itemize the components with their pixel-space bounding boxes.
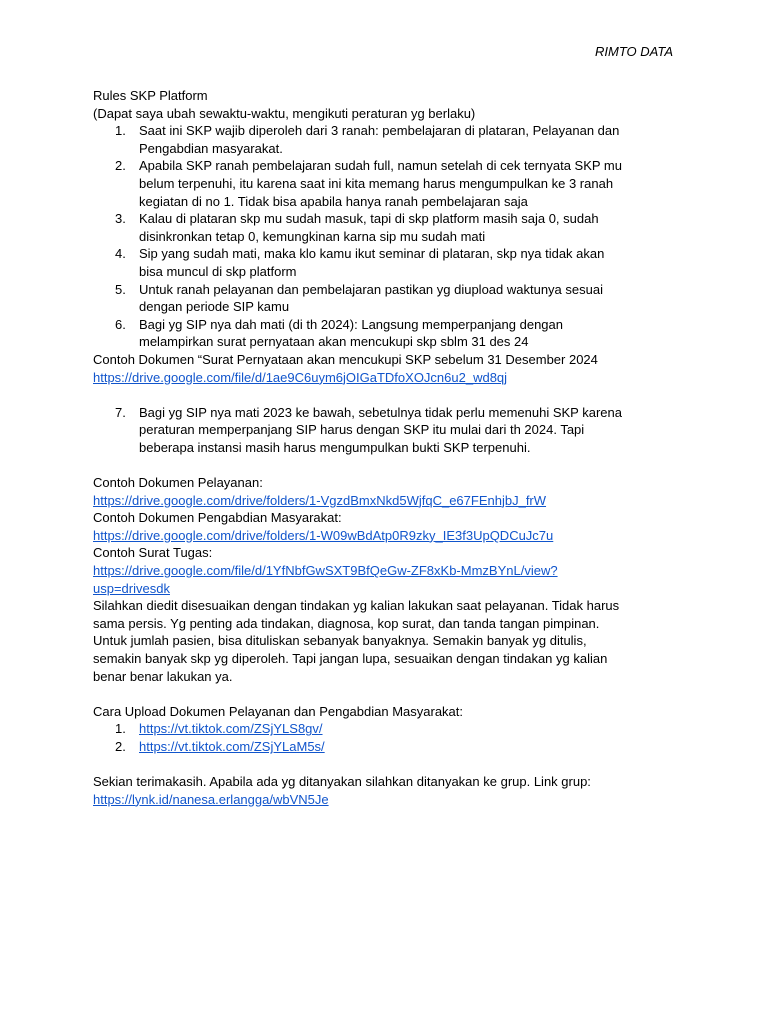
upload-list <box>93 720 683 755</box>
pengabdian-label: Contoh Dokumen Pengabdian Masyarakat: <box>93 510 342 526</box>
rule-number: 3. <box>115 211 126 227</box>
surat-tugas-label: Contoh Surat Tugas: <box>93 545 213 561</box>
upload-number: 2. <box>115 738 126 754</box>
rule-line: melampirkan surat pernyataan akan mencukupi skp sblm 31 des 24 <box>139 334 529 350</box>
pengabdian-link[interactable]: https://drive.google.com/drive/folders/1-W09wBdAtp0R9zky_IE3f3UpQDCuJc7u <box>93 527 554 543</box>
document-title: Rules SKP Platform <box>93 88 208 103</box>
rule-item <box>93 316 683 351</box>
spacer <box>93 386 683 404</box>
rule7-list <box>93 404 683 457</box>
rule-line: beberapa instansi masih harus mengumpulkan bukti SKP terpenuhi. <box>139 439 531 455</box>
contoh-surat-label: Contoh Dokumen “Surat Pernyataan akan mencukupi SKP sebelum 31 Desember 2024 <box>93 351 598 367</box>
rule-item <box>93 210 683 245</box>
paragraph-line: benar benar lakukan ya. <box>93 668 233 684</box>
rule-number: 4. <box>115 246 126 262</box>
rule-number: 5. <box>115 281 126 297</box>
upload-label: Cara Upload Dokumen Pelayanan dan Pengabdian Masyarakat: <box>93 703 464 719</box>
rule-line: disinkronkan tetap 0, kemungkinan karna sip mu sudah mati <box>139 228 486 244</box>
rule-line: bisa muncul di skp platform <box>139 263 297 279</box>
spacer <box>93 756 683 774</box>
spacer <box>93 456 683 474</box>
rule-line: Sip yang sudah mati, maka klo kamu ikut seminar di plataran, skp nya tidak akan <box>139 246 605 262</box>
rule-line: Pengabdian masyarakat. <box>139 140 283 156</box>
contoh-surat-link[interactable]: https://drive.google.com/file/d/1ae9C6uym6jOIGaTDfoXOJcn6u2_wd8qj <box>93 369 508 385</box>
rule-line: dengan periode SIP kamu <box>139 299 290 315</box>
spacer <box>93 685 683 703</box>
rule-item <box>93 157 683 210</box>
upload-link[interactable]: https://vt.tiktok.com/ZSjYLaM5s/ <box>139 738 325 754</box>
upload-link[interactable]: https://vt.tiktok.com/ZSjYLS8gv/ <box>139 721 323 737</box>
rule-line: Bagi yg SIP nya dah mati (di th 2024): Langsung memperpanjang dengan <box>139 316 563 332</box>
upload-item <box>93 738 683 756</box>
document-subtitle: (Dapat saya ubah sewaktu-waktu, mengikuti peraturan yg berlaku) <box>93 105 476 121</box>
closing-text: Sekian terimakasih. Apabila ada yg ditanyakan silahkan ditanyakan ke grup. Link grup: <box>93 774 591 790</box>
rule-number: 6. <box>115 316 126 332</box>
rule-line: Kalau di plataran skp mu sudah masuk, tapi di skp platform masih saja 0, sudah <box>139 211 599 227</box>
rule-number: 7. <box>115 404 126 420</box>
paragraph-line: Untuk jumlah pasien, bisa dituliskan sebanyak banyaknya. Semakin banyak yg ditulis, <box>93 633 587 649</box>
rule-line: Untuk ranah pelayanan dan pembelajaran pastikan yg diupload waktunya sesuai <box>139 281 603 297</box>
header-brand: RIMTO DATA <box>595 44 673 59</box>
rule-item <box>93 404 683 457</box>
rules-list <box>93 122 683 351</box>
rule-item <box>93 281 683 316</box>
paragraph-line: Silahkan diedit disesuaikan dengan tindakan yg kalian lakukan saat pelayanan. Tidak harus <box>93 598 620 614</box>
paragraph-line: sama persis. Yg penting ada tindakan, diagnosa, kop surat, dan tanda tangan pimpinan. <box>93 615 600 631</box>
rule-line: Bagi yg SIP nya mati 2023 ke bawah, sebetulnya tidak perlu memenuhi SKP karena <box>139 404 622 420</box>
rule-line: Saat ini SKP wajib diperoleh dari 3 ranah: pembelajaran di plataran, Pelayanan dan <box>139 123 620 139</box>
pelayanan-label: Contoh Dokumen Pelayanan: <box>93 475 263 491</box>
rule-item <box>93 245 683 280</box>
document-body <box>93 87 683 808</box>
surat-tugas-link[interactable]: https://drive.google.com/file/d/1YfNbfGwSXT9BfQeGw-ZF8xKb-MmzBYnL/view? <box>93 563 558 579</box>
pelayanan-link[interactable]: https://drive.google.com/drive/folders/1-VgzdBmxNkd5WjfqC_e67FEnhjbJ_frW <box>93 492 547 508</box>
rule-line: belum terpenuhi, itu karena saat ini kita memang harus mengumpulkan ke 3 ranah <box>139 175 614 191</box>
rule-item <box>93 122 683 157</box>
rule-number: 1. <box>115 123 126 139</box>
paragraph-line: semakin banyak skp yg diperoleh. Tapi jangan lupa, sesuaikan dengan tindakan yg kalian <box>93 651 608 666</box>
surat-tugas-link-continued[interactable]: usp=drivesdk <box>93 580 170 596</box>
upload-number: 1. <box>115 721 126 737</box>
rule-number: 2. <box>115 158 126 174</box>
group-link[interactable]: https://lynk.id/nanesa.erlangga/wbVN5Je <box>93 791 329 807</box>
rule-line: Apabila SKP ranah pembelajaran sudah full, namun setelah di cek ternyata SKP mu <box>139 158 622 174</box>
rule-line: peraturan memperpanjang SIP harus dengan SKP itu mulai dari th 2024. Tapi <box>139 422 585 438</box>
upload-item <box>93 720 683 738</box>
rule-line: kegiatan di no 1. Tidak bisa apabila hanya ranah pembelajaran saja <box>139 193 528 209</box>
